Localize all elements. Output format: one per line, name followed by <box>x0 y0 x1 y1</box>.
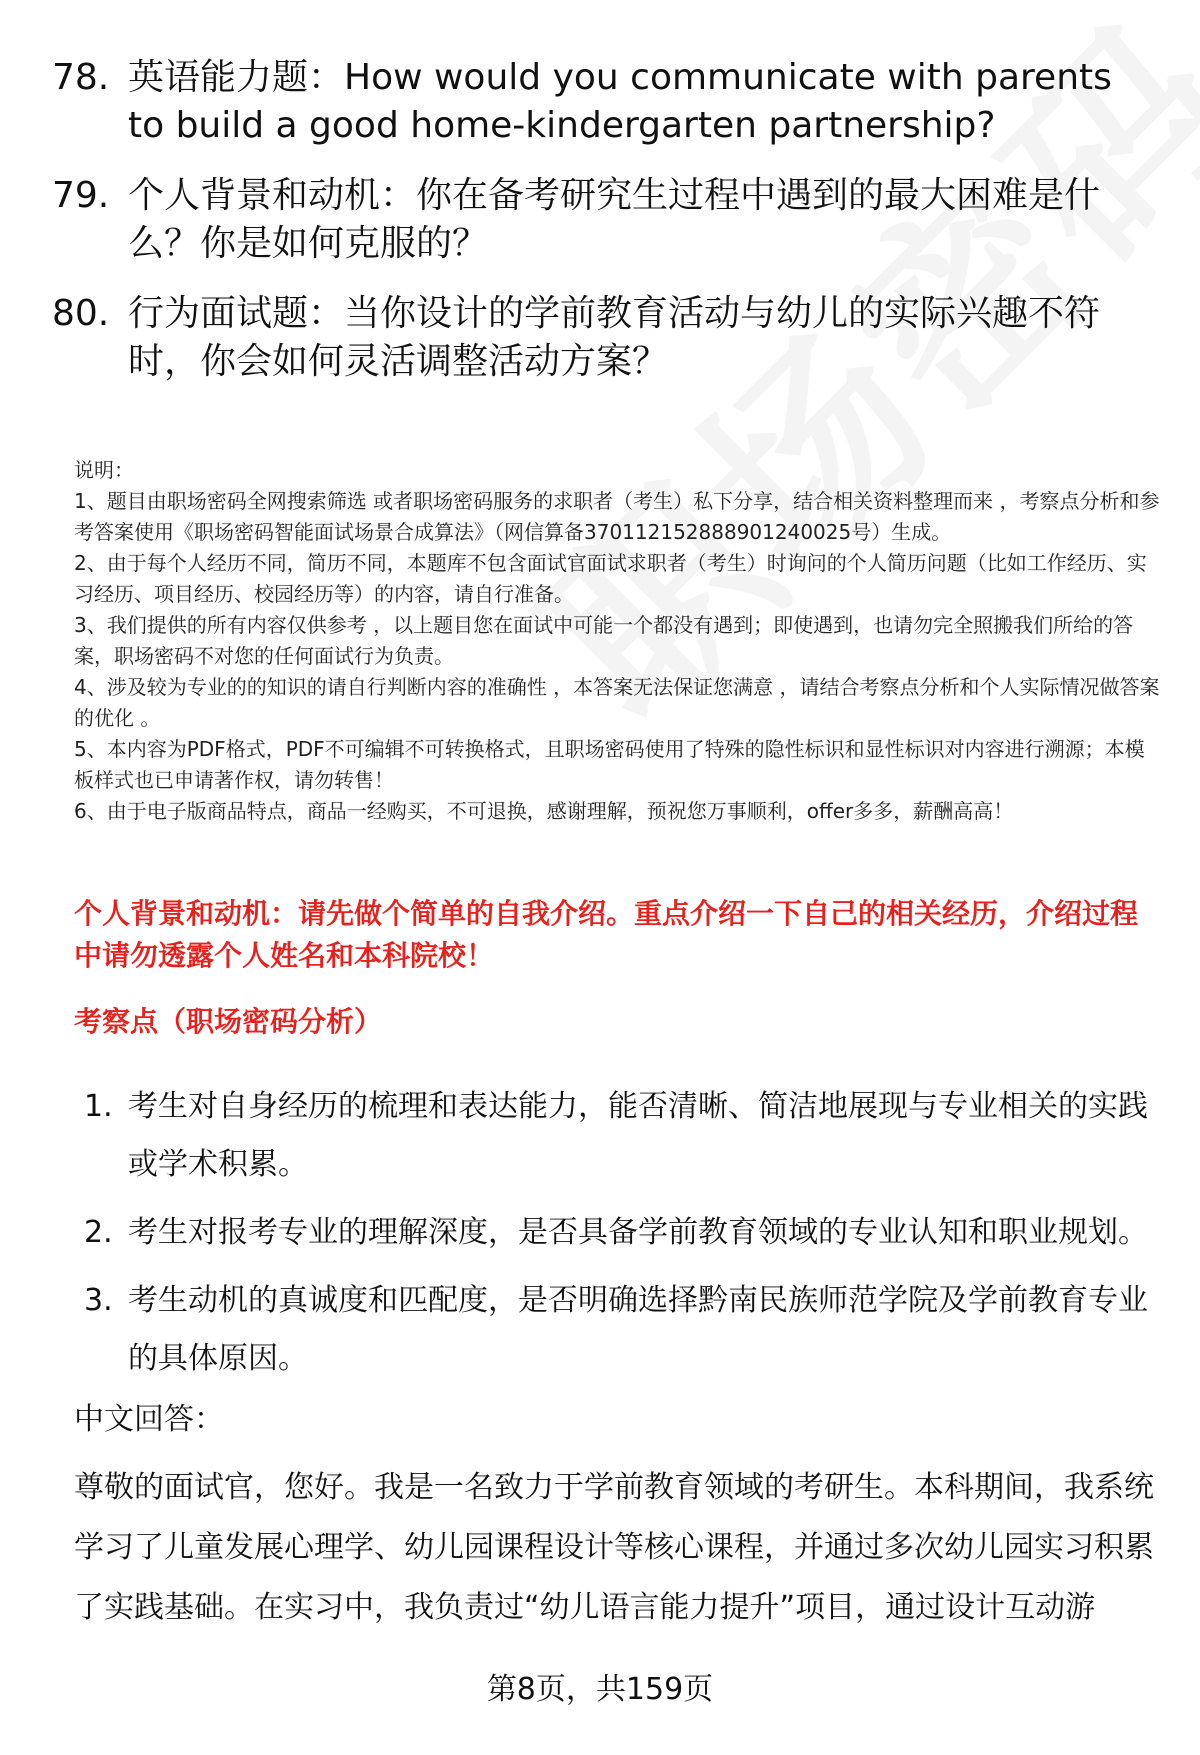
notes-title: 说明： <box>74 458 134 482</box>
note-item: 3、我们提供的所有内容仅供参考 ，以上题目您在面试中可能一个都没有遇到；即使遇到，也请勿完全照搬我们所给的答案，职场密码不对您的任何面试行为负责。 <box>74 613 1134 668</box>
question-79 <box>52 172 1132 268</box>
analysis-points <box>84 1078 1154 1398</box>
question-number: 79. <box>52 175 110 216</box>
analysis-point <box>84 1078 1154 1194</box>
current-question: 个人背景和动机：请先做个简单的自我介绍。重点介绍一下自己的相关经历，介绍过程中请勿透露个人姓名和本科院校！ <box>74 897 1139 972</box>
question-text: 英语能力题：How would you communicate with parents to build a good home-kindergarten partnership? <box>128 57 1112 146</box>
answer-label: 中文回答： <box>74 1402 224 1437</box>
question-number: 78. <box>52 57 110 98</box>
analysis-point <box>84 1272 1154 1388</box>
analysis-heading: 考察点（职场密码分析） <box>74 1005 383 1038</box>
question-78 <box>52 54 1132 150</box>
answer-body: 尊敬的面试官，您好。我是一名致力于学前教育领域的考研生。本科期间，我系统学习了儿童发展心理学、幼儿园课程设计等核心课程，并通过多次幼儿园实习积累了实践基础。在实习中，我负责过“幼儿语言能力提升”项目，通过设计互动游 <box>74 1470 1154 1625</box>
note-item: 5、本内容为PDF格式，PDF不可编辑不可转换格式，且职场密码使用了特殊的隐性标识和显性标识对内容进行溯源；本模板样式也已申请著作权，请勿转售！ <box>74 737 1145 792</box>
question-text: 行为面试题：当你设计的学前教育活动与幼儿的实际兴趣不符时，你会如何灵活调整活动方案？ <box>128 293 1101 382</box>
point-text: 考生对报考专业的理解深度，是否具备学前教育领域的专业认知和职业规划。 <box>128 1215 1148 1250</box>
question-text: 个人背景和动机：你在备考研究生过程中遇到的最大困难是什么？你是如何克服的？ <box>128 175 1101 264</box>
point-number: 1. <box>84 1089 113 1124</box>
page-footer: 第8页，共159页 <box>486 1672 714 1707</box>
point-number: 2. <box>84 1215 113 1250</box>
note-item: 2、由于每个人经历不同，简历不同，本题库不包含面试官面试求职者（考生）时询问的个人简历问题（比如工作经历、实习经历、项目经历、校园经历等）的内容，请自行准备。 <box>74 551 1147 606</box>
note-item: 1、题目由职场密码全网搜索筛选 或者职场密码服务的求职者（考生）私下分享，结合相关资料整理而来 ，考察点分析和参考答案使用《职场密码智能面试场景合成算法》（网信算备370112152888901240025号）生成。 <box>74 489 1160 544</box>
point-number: 3. <box>84 1283 113 1318</box>
analysis-point <box>84 1204 1154 1262</box>
point-text: 考生对自身经历的梳理和表达能力，能否清晰、简洁地展现与专业相关的实践或学术积累。 <box>128 1089 1148 1182</box>
notes-section <box>74 455 1164 827</box>
question-number: 80. <box>52 293 110 334</box>
point-text: 考生动机的真诚度和匹配度，是否明确选择黔南民族师范学院及学前教育专业的具体原因。 <box>128 1283 1148 1376</box>
note-item: 4、涉及较为专业的的知识的请自行判断内容的准确性 ，本答案无法保证您满意 ，请结合考察点分析和个人实际情况做答案的优化 。 <box>74 675 1160 730</box>
note-item: 6、由于电子版商品特点，商品一经购买，不可退换，感谢理解，预祝您万事顺利，offer多多，薪酬高高！ <box>74 799 1014 823</box>
question-80 <box>52 290 1132 386</box>
